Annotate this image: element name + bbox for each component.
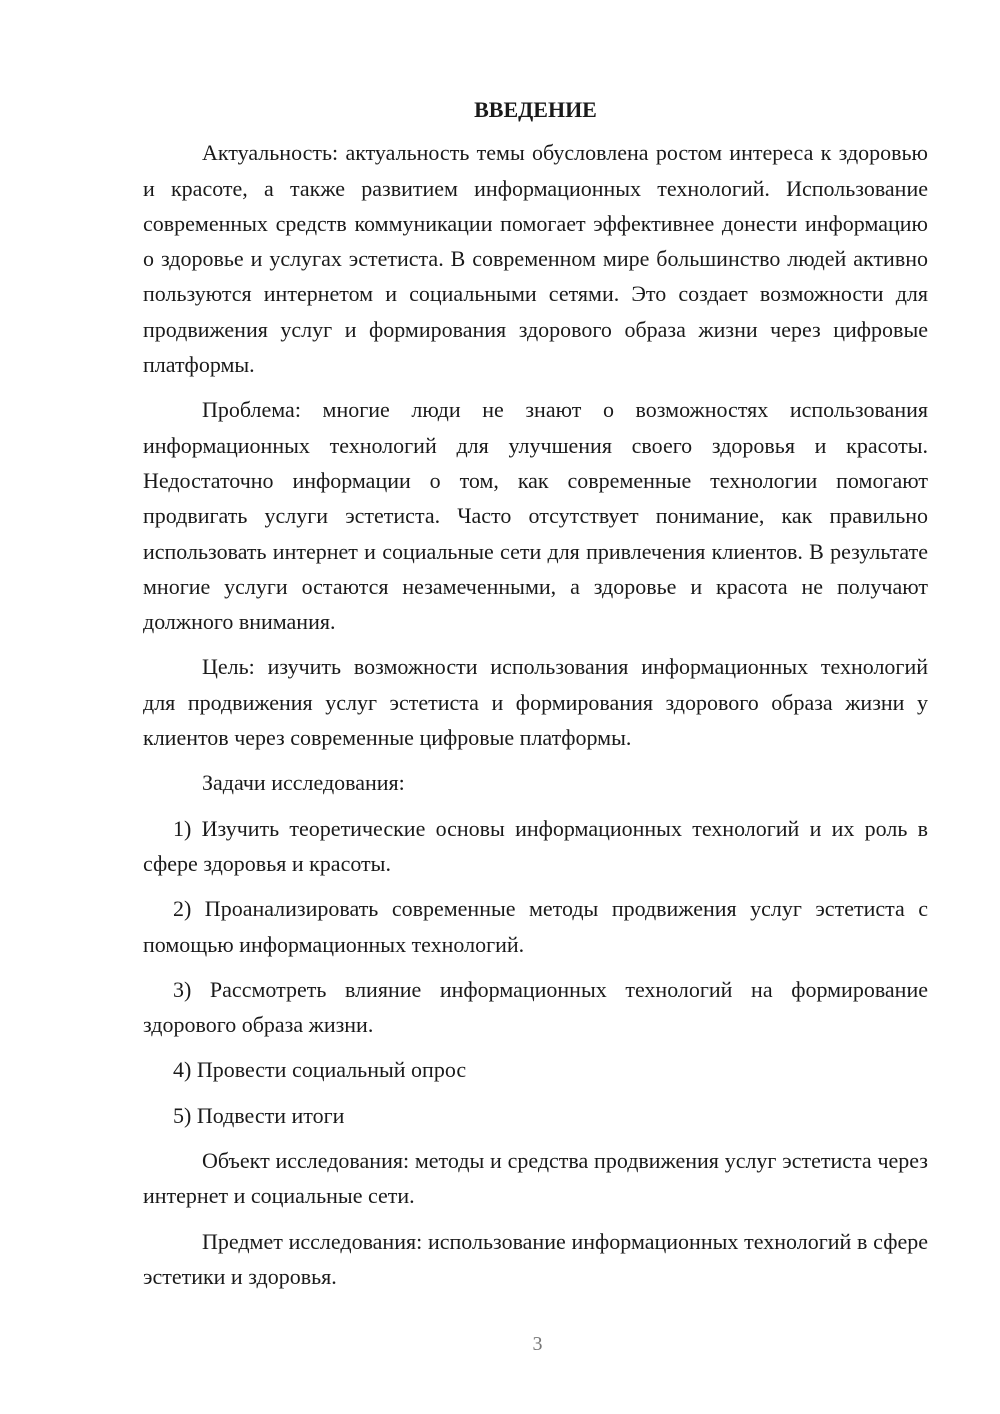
task-item-3: 3) Рассмотреть влияние информационных технологий на формирование здорового образа жизни. (143, 976, 928, 1038)
task-item-4: 4) Провести социальный опрос (173, 1057, 467, 1083)
goal-paragraph: Цель: изучить возможности использования информационных технологий для продвижения услуг эстетиста и формирования здорового образа жизни у клиентов через современные цифровые платформы. (143, 654, 928, 751)
task-item-2: 2) Проанализировать современные методы продвижения услуг эстетиста с помощью информационных технологий. (143, 896, 928, 957)
object-paragraph: Объект исследования: методы и средства продвижения услуг эстетиста через интернет и социальные сети. (143, 1148, 928, 1209)
document-page (143, 92, 928, 1304)
subject-paragraph: Предмет исследования: использование информационных технологий в сфере эстетики и здоровья. (143, 1228, 928, 1289)
relevance-paragraph: Актуальность: актуальность темы обусловлена ростом интереса к здоровью и красоте, а также развитием информационных технологий. Использование современных средств коммуникации помогает эффективнее донести информацию о здоровье и услугах эстетиста. В современном мире большинство людей активно пользуются интернетом и социальными сетями. Это создает возможности для продвижения услуг и формирования здорового образа жизни через цифровые платформы. (143, 140, 928, 378)
section-title: ВВЕДЕНИЕ (474, 97, 597, 122)
task-item-1: 1) Изучить теоретические основы информационных технологий и их роль в сфере здоровья и красоты. (143, 815, 928, 876)
problem-paragraph: Проблема: многие люди не знают о возможностях использования информационных технологий для улучшения своего здоровья и красоты. Недостаточно информации о том, как современные технологии помогают продвигать услуги эстетиста. Часто отсутствует понимание, как правильно использовать интернет и социальные сети для привлечения клиентов. В результате многие услуги остаются незамеченными, а здоровье и красота не получают должного внимания. (143, 397, 928, 635)
page-number: 3 (532, 1333, 543, 1355)
task-item-5: 5) Подвести итоги (173, 1102, 345, 1128)
tasks-heading: Задачи исследования: (202, 770, 405, 796)
